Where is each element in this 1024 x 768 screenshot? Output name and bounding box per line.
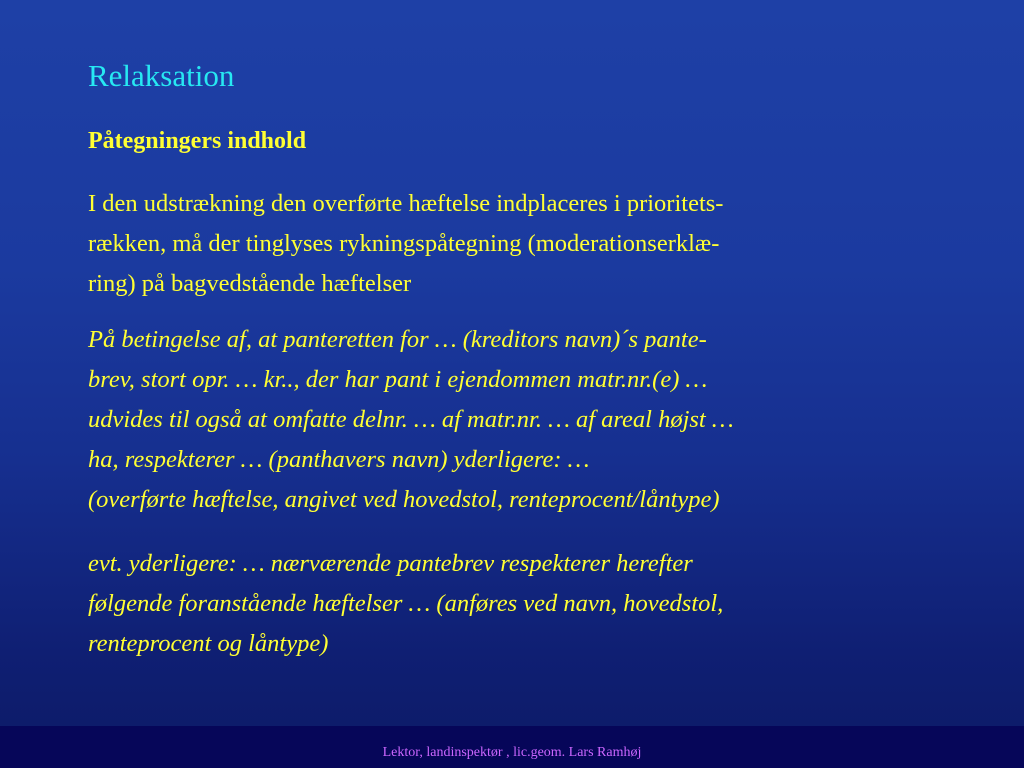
paragraph-line: ring) på bagvedstående hæftelser xyxy=(88,270,412,297)
footer-bar xyxy=(0,726,1024,768)
paragraph-line: brev, stort opr. … kr.., der har pant i ejendommen matr.nr.(e) … xyxy=(88,366,708,393)
paragraph-line: I den udstrækning den overførte hæftelse indplaceres i prioritets- xyxy=(88,190,724,217)
paragraph-line: renteprocent og låntype) xyxy=(88,630,329,657)
footer-author-text: Lektor, landinspektør , lic.geom. Lars Ramhøj xyxy=(382,745,642,760)
paragraph-line: udvides til også at omfatte delnr. … af matr.nr. … af areal højst … xyxy=(88,406,734,433)
paragraph-line: evt. yderligere: … nærværende pantebrev respekterer herefter xyxy=(88,550,693,577)
body-paragraph-2-italic xyxy=(88,320,734,520)
paragraph-line: ha, respekterer … (panthavers navn) yderligere: … xyxy=(88,446,590,473)
slide-title: Relaksation xyxy=(88,58,235,93)
paragraph-line: rækken, må der tinglyses rykningspåtegning (moderationserklæ- xyxy=(88,230,720,257)
paragraph-line: På betingelse af, at panteretten for … (kreditors navn)´s pante- xyxy=(88,326,707,353)
paragraph-line: (overførte hæftelse, angivet ved hovedstol, renteprocent/låntype) xyxy=(88,486,720,513)
body-paragraph-3-italic xyxy=(88,544,723,664)
paragraph-line: følgende foranstående hæftelser … (anføres ved navn, hovedstol, xyxy=(88,590,724,617)
body-paragraph-1 xyxy=(88,184,723,304)
slide-subtitle: Påtegningers indhold xyxy=(88,128,307,154)
